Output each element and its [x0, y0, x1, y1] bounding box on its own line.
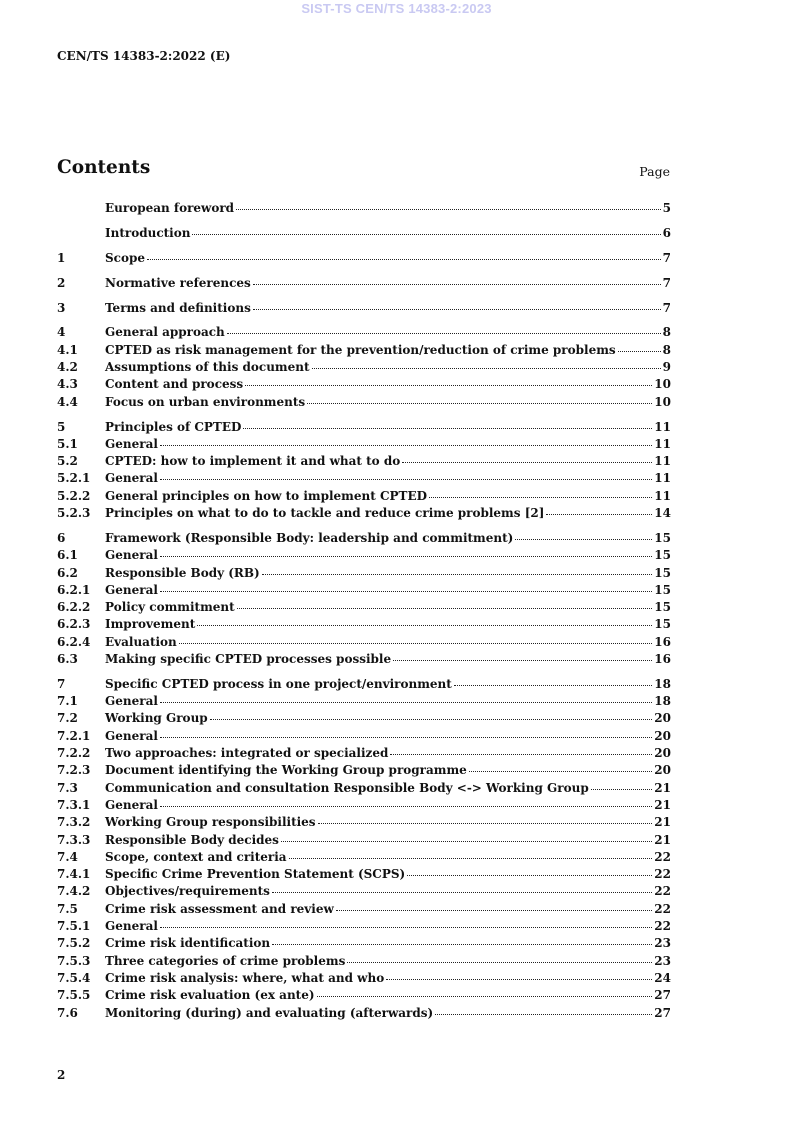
toc-entry[interactable] — [57, 505, 671, 522]
toc-entry-number: 4.1 — [57, 342, 78, 357]
toc-entry[interactable] — [57, 419, 671, 436]
toc-entry[interactable] — [57, 651, 671, 668]
toc-entry-number: 7.3 — [57, 780, 78, 795]
toc-dot-leader — [243, 427, 652, 429]
toc-entry-page: 23 — [654, 953, 671, 968]
toc-entry-number: 7.3.1 — [57, 797, 91, 812]
toc-dot-leader — [192, 233, 660, 235]
toc-entry[interactable] — [57, 832, 671, 849]
toc-entry[interactable] — [57, 634, 671, 651]
toc-entry-title: Improvement — [105, 617, 196, 632]
toc-entry-page: 15 — [654, 530, 671, 545]
toc-entry[interactable] — [57, 530, 671, 547]
toc-dot-leader — [318, 822, 653, 824]
toc-entry-title: General — [105, 548, 158, 563]
toc-dot-leader — [160, 736, 652, 738]
toc-entry-page: 21 — [654, 815, 671, 830]
toc-entry-page: 14 — [654, 506, 671, 521]
toc-entry-title: General — [105, 797, 158, 812]
toc-entry-title: Responsible Body decides — [105, 832, 279, 847]
toc-entry[interactable] — [57, 359, 671, 376]
toc-entry[interactable] — [57, 918, 671, 935]
toc-entry-page: 16 — [654, 634, 671, 649]
toc-entry[interactable] — [57, 324, 671, 341]
toc-entry-page: 15 — [654, 548, 671, 563]
toc-dot-leader — [236, 208, 661, 210]
toc-dot-leader — [281, 840, 652, 842]
toc-entry-title: Specific CPTED process in one project/environment — [105, 676, 452, 691]
toc-entry-page: 22 — [654, 884, 671, 899]
toc-entry-page: 27 — [654, 988, 671, 1003]
toc-entry-number: 4.3 — [57, 377, 78, 392]
toc-entry-title: Responsible Body (RB) — [105, 565, 260, 580]
toc-entry-number: 7.3.2 — [57, 815, 91, 830]
toc-entry-number: 6.3 — [57, 651, 78, 666]
toc-dot-leader — [515, 538, 652, 540]
toc-entry-title: General — [105, 694, 158, 709]
contents-heading: Contents — [57, 157, 151, 178]
toc-entry-number: 7.4.1 — [57, 867, 91, 882]
toc-entry-page: 11 — [654, 454, 671, 469]
toc-entry-page: 21 — [654, 832, 671, 847]
toc-entry-title: Content and process — [105, 377, 244, 392]
toc-entry-number: 6.2.2 — [57, 600, 91, 615]
toc-entry-number: 7.4 — [57, 849, 78, 864]
toc-dot-leader — [407, 874, 652, 876]
toc-entry-title: Framework (Responsible Body: leadership and commitment) — [105, 530, 514, 545]
toc-entry-title: Two approaches: integrated or specialized — [105, 746, 389, 761]
toc-entry[interactable] — [57, 547, 671, 564]
toc-entry-number: 7.6 — [57, 1005, 78, 1020]
toc-entry-number: 6.2.4 — [57, 634, 91, 649]
toc-dot-leader — [160, 926, 652, 928]
toc-entry[interactable] — [57, 866, 671, 883]
toc-entry[interactable] — [57, 565, 671, 582]
toc-entry-number: 7.5.4 — [57, 970, 91, 985]
toc-dot-leader — [253, 308, 661, 310]
toc-entry[interactable] — [57, 250, 671, 267]
toc-entry-number: 4 — [57, 325, 66, 340]
toc-entry-title: Focus on urban environments — [105, 394, 306, 409]
toc-dot-leader — [210, 718, 653, 720]
toc-entry-number: 3 — [57, 300, 66, 315]
toc-entry-title: Principles on what to do to tackle and reduce crime problems [2] — [105, 506, 545, 521]
toc-entry[interactable] — [57, 797, 671, 814]
toc-entry-title: Assumptions of this document — [105, 360, 310, 375]
toc-entry-title: Crime risk assessment and review — [105, 901, 334, 916]
toc-dot-leader — [591, 788, 653, 790]
toc-entry-page: 7 — [662, 250, 671, 265]
toc-entry[interactable] — [57, 599, 671, 616]
toc-dot-leader — [317, 995, 653, 997]
toc-entry-title: Crime risk analysis: where, what and who — [105, 970, 385, 985]
toc-entry-page: 18 — [654, 694, 671, 709]
toc-entry-number: 7.2.2 — [57, 746, 91, 761]
toc-entry[interactable] — [57, 1005, 671, 1022]
toc-entry-title: CPTED: how to implement it and what to do — [105, 454, 401, 469]
toc-dot-leader — [160, 701, 652, 703]
toc-entry-page: 16 — [654, 651, 671, 666]
toc-entry-title: General principles on how to implement CPTED — [105, 488, 427, 503]
toc-entry-page: 5 — [662, 201, 671, 215]
toc-entry[interactable] — [57, 710, 671, 727]
toc-entry-number: 5.2.1 — [57, 471, 91, 486]
page-column-heading: Page — [639, 164, 670, 179]
toc-entry-number: 7.5.2 — [57, 936, 91, 951]
toc-entry-number: 7.3.3 — [57, 832, 91, 847]
toc-entry-number: 6 — [57, 530, 66, 545]
toc-dot-leader — [272, 943, 652, 945]
toc-entry[interactable] — [57, 814, 671, 831]
toc-entry-page: 22 — [654, 901, 671, 916]
toc-entry[interactable] — [57, 436, 671, 453]
toc-dot-leader — [429, 496, 652, 498]
toc-dot-leader — [347, 961, 652, 963]
toc-entry-number: 5.2.3 — [57, 506, 91, 521]
toc-entry[interactable] — [57, 762, 671, 779]
toc-entry[interactable] — [57, 200, 671, 217]
toc-entry[interactable] — [57, 225, 671, 242]
toc-entry-title: Scope — [105, 250, 146, 265]
toc-dot-leader — [618, 350, 661, 352]
toc-dot-leader — [402, 461, 652, 463]
toc-entry-number: 6.2.1 — [57, 582, 91, 597]
toc-entry-number: 7.5.5 — [57, 988, 91, 1003]
toc-entry[interactable] — [57, 342, 671, 359]
toc-entry-page: 7 — [662, 300, 671, 315]
toc-entry-page: 15 — [654, 565, 671, 580]
toc-entry-title: Working Group — [105, 711, 208, 726]
toc-entry[interactable] — [57, 883, 671, 900]
toc-entry-title: General — [105, 728, 158, 743]
page-number: 2 — [57, 1068, 66, 1082]
toc-entry-page: 10 — [654, 377, 671, 392]
toc-entry[interactable] — [57, 453, 671, 470]
toc-entry-title: Making specific CPTED processes possible — [105, 651, 392, 666]
toc-entry-page: 22 — [654, 919, 671, 934]
watermark: SIST-TS CEN/TS 14383-2:2023 — [301, 1, 492, 16]
toc-entry-number: 2 — [57, 275, 66, 290]
toc-entry-page: 15 — [654, 600, 671, 615]
toc-entry[interactable] — [57, 935, 671, 952]
toc-entry[interactable] — [57, 676, 671, 693]
toc-entry-title: General — [105, 436, 158, 451]
toc-dot-leader — [272, 891, 652, 893]
toc-entry-title: General — [105, 471, 158, 486]
toc-dot-leader — [227, 332, 661, 334]
toc-entry-title: General — [105, 919, 158, 934]
toc-entry-page: 7 — [662, 275, 671, 290]
table-of-contents — [57, 200, 671, 1022]
toc-entry[interactable] — [57, 745, 671, 762]
toc-dot-leader — [253, 283, 661, 285]
toc-dot-leader — [393, 659, 652, 661]
toc-dot-leader — [245, 384, 652, 386]
toc-entry[interactable] — [57, 582, 671, 599]
toc-entry-title: Specific Crime Prevention Statement (SCPS) — [105, 867, 406, 882]
toc-entry-number: 7.5.1 — [57, 919, 91, 934]
toc-entry-number: 7.2 — [57, 711, 78, 726]
toc-entry-number: 6.2 — [57, 565, 78, 580]
toc-entry-title: Scope, context and criteria — [105, 849, 287, 864]
toc-entry-title: Crime risk evaluation (ex ante) — [105, 988, 315, 1003]
toc-entry-title: Crime risk identification — [105, 936, 271, 951]
toc-entry-page: 20 — [654, 711, 671, 726]
toc-entry-title: Principles of CPTED — [105, 419, 242, 434]
toc-dot-leader — [179, 642, 653, 644]
toc-entry-title: Monitoring (during) and evaluating (afterwards) — [105, 1005, 434, 1020]
toc-entry-number: 7.4.2 — [57, 884, 91, 899]
toc-entry-page: 8 — [662, 342, 671, 357]
toc-entry-title: Communication and consultation Responsible Body <-> Working Group — [105, 780, 589, 795]
toc-entry[interactable] — [57, 488, 671, 505]
toc-entry[interactable] — [57, 470, 671, 487]
toc-entry-title: Introduction — [105, 225, 191, 240]
toc-entry[interactable] — [57, 849, 671, 866]
toc-entry[interactable] — [57, 970, 671, 987]
toc-entry[interactable] — [57, 616, 671, 633]
toc-entry[interactable] — [57, 275, 671, 292]
toc-dot-leader — [160, 478, 652, 480]
toc-entry[interactable] — [57, 780, 671, 797]
toc-entry-title: Evaluation — [105, 634, 177, 649]
toc-entry-number: 6.2.3 — [57, 617, 91, 632]
toc-entry-number: 5.1 — [57, 436, 78, 451]
toc-entry-number: 5.2 — [57, 454, 78, 469]
toc-entry-title: Three categories of crime problems — [105, 953, 346, 968]
toc-entry[interactable] — [57, 693, 671, 710]
toc-entry-number: 7.5 — [57, 901, 78, 916]
toc-entry-page: 6 — [662, 225, 671, 240]
toc-dot-leader — [336, 909, 652, 911]
toc-entry[interactable] — [57, 728, 671, 745]
toc-dot-leader — [197, 624, 652, 626]
toc-entry-page: 11 — [654, 436, 671, 451]
toc-entry-page: 20 — [654, 728, 671, 743]
toc-entry-number: 7.1 — [57, 694, 78, 709]
toc-dot-leader — [469, 770, 653, 772]
toc-entry-page: 15 — [654, 617, 671, 632]
toc-dot-leader — [435, 1013, 652, 1015]
toc-dot-leader — [147, 258, 661, 260]
toc-entry-number: 1 — [57, 250, 66, 265]
toc-dot-leader — [390, 753, 652, 755]
toc-entry-page: 11 — [654, 471, 671, 486]
toc-entry-title: Normative references — [105, 275, 251, 290]
toc-entry-page: 8 — [662, 325, 671, 340]
toc-entry-page: 24 — [654, 970, 671, 985]
toc-entry-number: 4.4 — [57, 394, 78, 409]
toc-dot-leader — [160, 590, 652, 592]
toc-entry[interactable] — [57, 376, 671, 393]
toc-entry[interactable] — [57, 901, 671, 918]
toc-entry-number: 7.5.3 — [57, 953, 91, 968]
toc-entry-page: 11 — [654, 419, 671, 434]
toc-entry-number: 7.2.1 — [57, 728, 91, 743]
toc-dot-leader — [454, 684, 652, 686]
document-reference: CEN/TS 14383-2:2022 (E) — [57, 49, 231, 63]
toc-entry-page: 22 — [654, 867, 671, 882]
toc-entry-title: Document identifying the Working Group programme — [105, 763, 467, 778]
toc-entry[interactable] — [57, 394, 671, 411]
toc-entry-number: 6.1 — [57, 548, 78, 563]
toc-entry[interactable] — [57, 987, 671, 1004]
toc-entry-page: 23 — [654, 936, 671, 951]
toc-dot-leader — [160, 805, 652, 807]
toc-entry-page: 20 — [654, 763, 671, 778]
toc-entry-page: 18 — [654, 676, 671, 691]
toc-entry-title: CPTED as risk management for the prevention/reduction of crime problems — [105, 342, 616, 357]
toc-entry-title: Policy commitment — [105, 600, 235, 615]
toc-dot-leader — [386, 978, 652, 980]
toc-entry[interactable] — [57, 953, 671, 970]
toc-dot-leader — [262, 573, 653, 575]
toc-entry-number: 5 — [57, 419, 66, 434]
toc-entry-title: General — [105, 582, 158, 597]
toc-entry-page: 20 — [654, 746, 671, 761]
toc-dot-leader — [237, 607, 653, 609]
toc-entry-title: Terms and definitions — [105, 300, 251, 315]
toc-entry-page: 21 — [654, 797, 671, 812]
toc-entry-title: Objectives/requirements — [105, 884, 270, 899]
toc-entry-title: General approach — [105, 325, 225, 340]
toc-dot-leader — [160, 444, 652, 446]
toc-entry-number: 5.2.2 — [57, 488, 91, 503]
toc-entry-title: Working Group responsibilities — [105, 815, 316, 830]
toc-dot-leader — [546, 513, 652, 515]
toc-entry-page: 27 — [654, 1005, 671, 1020]
toc-entry-number: 7 — [57, 676, 66, 691]
toc-entry-title: European foreword — [105, 201, 235, 215]
toc-dot-leader — [289, 857, 653, 859]
toc-entry-page: 15 — [654, 582, 671, 597]
toc-dot-leader — [307, 402, 652, 404]
toc-entry[interactable] — [57, 300, 671, 317]
toc-entry-page: 22 — [654, 849, 671, 864]
toc-entry-page: 9 — [662, 360, 671, 375]
toc-entry-number: 7.2.3 — [57, 763, 91, 778]
toc-dot-leader — [312, 367, 661, 369]
toc-entry-page: 11 — [654, 488, 671, 503]
toc-entry-page: 10 — [654, 394, 671, 409]
toc-entry-page: 21 — [654, 780, 671, 795]
toc-dot-leader — [160, 555, 652, 557]
toc-entry-number: 4.2 — [57, 360, 78, 375]
